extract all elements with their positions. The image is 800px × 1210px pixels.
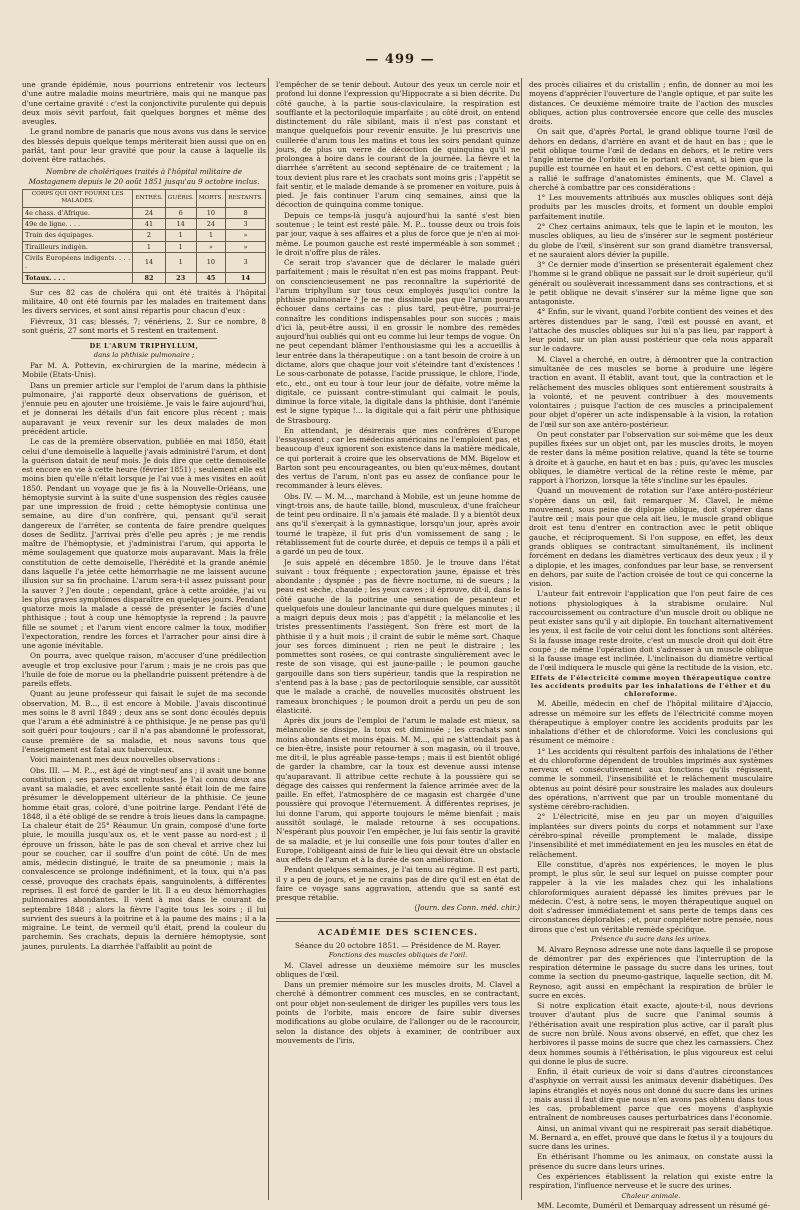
paragraph: Je suis appelé en décembre 1850. Je le trouve dans l'état suivant : toux fréquente ; expectoration jaune, épaisse et très abondante ; dyspnée ; pas de fièvre nocturne, ni de sueurs ; la peau est sèche, chaude ; les yeux caves ; il éprouve, dit-il, dans le côté gauche de la poitrine une sensation de pesanteur et quelquefois une douleur lancinante qui dure quelques minutes ; il a maigri depuis deux mois ; pas d'appétit ; la mélancolie et les tristes pressentiments l'assiègent. Son frère est mort de la phthisie il y a huit mois ; il craint de subir le même sort. Chaque jour ses forces diminuent ; rien ne peut le distraire ; les pommettes sont rosées, ce qui contraste singulièrement avec le reste de son visage, qui est jaune-paille ; le poumon gauche gargouille dans son tiers supérieur, tandis que la respiration ne s'entend pas à la base ; pas de pectoriloquie sensible, car aussitôt que le malade a craché, de nouvelles mucosités obstruent les rameaux bronchiques ; le poumon droit a perdu un peu de son élasticité.	[276, 557, 520, 715]
paragraph: Le grand nombre de panaris que nous avons vus dans le service des blessés depuis quelque temps mériterait bien aussi que on en parlât, tant pour leur gravité que pour la cause à laquelle ils doivent être rattachés.	[22, 127, 266, 165]
paragraph: des procès ciliaires et du cristallin ; enfin, de donner au moi les moyens d'apprécier l'ouverture de l'angle optique, et par suite les distances. Ce deuxième mémoire traite de l'action des muscles obliques, action plus controversée encore que celle des muscles droits.	[529, 80, 773, 127]
table-cell: 10	[196, 252, 225, 272]
paragraph: On peut constater par l'observation sur soi-même que les deux pupilles fixées sur un objet ont, par les muscles droits, le moyen de rester dans la même position relative, quand la tête se tourne à droite et à gauche, en haut et en bas ; puis, qu'avec les muscles obliques, le diamètre vertical de la rétine reste le même, par rapport à l'horizon, lorsque la tête s'incline sur les épaules.	[529, 429, 773, 486]
table-cell: 1	[165, 230, 196, 241]
table-total-row	[23, 272, 266, 283]
table-cell: »	[226, 241, 266, 252]
paragraph: Ce serait trop s'avancer que de déclarer le malade guéri parfaitement ; mais le résultat n'en est pas moins frappant. Peut-on consciencieusement ne pas reconnaître la supériorité de l'arum triphyllum sur tous ceux employés jusqu'ici contre la phthisie pulmonaire ? Je ne me dissimule pas que l'arum pourra échouer dans certains cas : plus tard, peut-être, pourrai-je connaître les conditions indispensables pour son succès ; mais d'ici là, peut-être aussi, il en grossir le nombre des remèdes aujourd'hui oubliés qui ont eu comme lui leur temps de vogue. On ne peut cependant blâmer l'enthousiasme qui les a accueillis à leur entrée dans la thérapeutique : on a tant besoin de croire à un dictame, alors que chaque jour voit s'éteindre tant d'existences ! Le sous-carbonate de potasse, l'acide prussique, le chlore, l'iode, etc., etc., ont eu tour à tour leur jour de défaite, votre même la digitale, ce puissant contre-stimulant qui calmait le pouls, diminue la force vitale, la digitale dans la phthisie, dont l'anémie est le signe typique !... la digitale qui a fait périr une phthisique de Strasbourg.	[276, 258, 520, 425]
author-line: Par M. A. Pottevin, ex-chirurgien de la marine, médecin à Mobile (Etats-Unis).	[22, 361, 266, 380]
table-cell: 49e de ligne. . . .	[23, 219, 133, 230]
table-cell: 82	[133, 272, 165, 283]
table-row	[23, 241, 266, 252]
paragraph: Obs. III. — M. P..., est âgé de vingt-neuf ans ; il avait une bonne constitution ; ses parents sont robustes. Je l'ai connu deux ans avant sa maladie, et avec excellente santé était loin de me faire présumer le développement ultérieur de la phthisie. Ce jeune homme était gras, coloré, d'une poitrine large. Pendant l'été de 1848, il a été obligé de se rendre à trois lieues dans la campagne. La chaleur était de 25° Réaumur. Un grain, composé d'une forte pluie, le mouilla jusqu'aux os, et le vent passe au nord-est ; il éprouve un frisson, hâte le pas de son cheval et arrive chez lui pour se coucher, car il souffre d'un point de côté. Un de mes amis, médecin distingué, le traite de sa pneumonie ; mais la convalescence se prolonge indéfiniment, et la toux, qui n'a pas cessé, provoque des crachats épais, sanguinolents, à différentes reprises. Il est forcé de garder le lit. Il a eu deux hémorrhagies pulmonaires abondantes. Il vient à moi dans le courant de septembre 1848 ; alors la fièvre l'agite tous les soirs ; il lui survient des sueurs à la poitrine et à la paume des mains ; il a la migraine. Le teint, de vermeil qu'il était, prend la couleur du parchemin. Ses crachats, depuis la dernière hémoptysie, sont jaunes, purulents. La diarrhée l'affaiblit au point de	[22, 765, 266, 951]
table-cell: Totaux. . . .	[23, 272, 133, 283]
paragraph: MM. Lecomte, Duméril et Demarquay adressent un résumé gé-	[537, 1201, 771, 1210]
paragraph: M. Clavel adresse un deuxième mémoire sur les muscles obliques de l'œil.	[276, 960, 520, 979]
paragraph: Obs. IV. — M. M..., marchand à Mobile, est un jeune homme de vingt-trois ans, de haute taille, blond, musculeux, d'une fraîcheur de teint peu ordinaire. Il n'a jamais été malade. Il y a bientôt deux ans qu'il s'exerçait à la gymnastique, lorsqu'un jour, après avoir tourné le trapèze, il fut pris d'un vomissement de sang ; le rétablissement fut de courte durée, et depuis ce temps il a pâli et a gardé un peu de toux.	[276, 491, 520, 557]
table-cell: 14	[226, 272, 266, 283]
paragraph: Ces expériences établissent la relation qui existe entre la respiration, l'influence nerveuse et le sucre des urines.	[529, 1172, 773, 1191]
paragraph: Si notre explication était exacte, ajoute-t-il, nous devrions trouver d'autant plus de sucre que l'animal soumis à l'éthérisation avait une respiration plus active, car il paraît plus de sucre non brûlé. Nous avons observé, en effet, que chez les herbivores il passe moins de sucre que chez les carnassiers. Chez deux hommes soumis à l'éthérisation, le plus vigoureux est celui qui donne le plus de sucre.	[529, 1001, 773, 1066]
table-cell: 1	[196, 230, 225, 241]
middle-column	[276, 80, 520, 1184]
column-divider	[268, 78, 269, 1200]
table-cell: »	[196, 241, 225, 252]
table-cell: Civils Européens indigents. . . . .	[23, 252, 133, 272]
table-cell: 10	[196, 207, 225, 218]
table-caption: Nombre de cholériques traités à l'hôpital militaire de Mostaganem depuis le 20 août 1851 jusqu'au 9 octobre inclus.	[28, 167, 260, 186]
paragraph: Ainsi, un animal vivant qui ne respirerait pas serait diabétique. M. Bernard a, en effet, prouvé que dans le fœtus il y a toujours du sucre dans les urines.	[529, 1123, 773, 1152]
section-title: Effets de l'électricité comme moyen thérapeutique contre les accidents produits par les inhalations de l'éther et du chloroforme.	[530, 673, 772, 699]
session-line: Séance du 20 octobre 1851. — Présidence de M. Rayer.	[295, 940, 501, 950]
table-cell: Train des équipages.	[23, 230, 133, 241]
paragraph: Depuis ce temps-là jusqu'à aujourd'hui la santé s'est bien soutenue ; le teint est resté pâle. M. P... tousse deux ou trois fois par jour, vaque à ses affaires et a plus de force que je n'en ai moi-même. Le poumon gauche est resté imperméable à son sommet ; le droit n'offre plus de râles.	[276, 210, 520, 257]
paragraph: Quand un mouvement de rotation sur l'axe antéro-postérieur s'opère dans un œil, fait remarquer M. Clavel, le même mouvement, sous peine de diplopie oblique, doit s'opérer dans l'autre œil ; mais pour que cela ait lieu, le muscle grand oblique droit est tenu d'entrer en contraction avec le petit oblique gauche, et réciproquement. Si l'on suppose, en effet, les deux grands obliques se contractant simultanément, ils inclinent forcément en dedans les diamètres verticaux des deux yeux ; il y a diplopie, et les images, confondues par leur base, se renversent en dehors, par suite de l'action croisée de tout ce qui concerne la vision.	[529, 486, 773, 589]
paragraph: M. Clavel a cherché, en outre, à démontrer que la contraction simultanée de ces muscles se borne à produire une légère traction en avant. Il établit, avant tout, que la contraction et le relâchement des muscles obliques sont entièrement soustraits à la volonté, et ne peuvent contribuer à des mouvements volontaires ; puisque l'action de ces muscles a principalement pour objet d'opérer un acte indispensable à la vision, la rotation de l'œil sur son axe antéro-postérieur.	[529, 354, 773, 429]
paragraph: En éthérisant l'homme ou les animaux, on constate aussi la présence du sucre dans leurs urines.	[529, 1152, 773, 1171]
paragraph: l'empêcher de se tenir debout. Autour des yeux un cercle noir et profond lui donne l'expression qu'Hippocrate a si bien décrite. Du côté gauche, à la partie sous-claviculaire, la respiration est soufflante et la pectoriloquie imparfaite ; au côté droit, on entend distinctement du râle sibilant, mais il n'est pas constant et manque quelquefois pour revenir ensuite. Je lui prescrivis une cuillerée d'arum tous les matins et tous les soirs pendant quinze jours, de plus un verre de décoction de quinquina qu'il ne prolongea à boire dans le courant de la journée. La fièvre et la diarrhée s'arrêtent au second septénaire de ce traitement ; la toux devient plus rare et les crachats sont moins gris ; l'appétit se fait sentir, et le malade demande à se promener en voiture, puis à pied. Je fais continuer l'arum cinq semaines, ainsi que la décoction de quinquina comme tonique.	[276, 80, 520, 210]
table-cell: 2	[133, 230, 165, 241]
paragraph: Elle constitue, d'après nos expériences, le moyen le plus prompt, le plus sûr, le seul sur lequel on puisse compter pour rappeler à la vie les malades chez qui les inhalations chloroformiques auraient dépassé les limites prévues par le médecin. C'est, à notre sens, le moyen thérapeutique auquel on doit s'adresser immédiatement et sans perte de temps dans ces circonstances déplorables ; et, pour compléter notre pensée, nous dirons que c'est un véritable remède spécifique.	[529, 859, 773, 934]
paragraph: Enfin, il était curieux de voir si dans d'autres circonstances d'asphyxie on verrait aussi les animaux devenir diabétiques. Des lapins étranglés et noyés nous ont donné du sucre dans les urines ; mais aussi il faut dire que nous n'en avons pas obtenu dans tous les cas, probablement parce que ces moyens d'asphyxie entraînent de nombreuses causes perturbatrices dans l'économie.	[529, 1067, 773, 1123]
paragraph: Fiévreux, 31 cas; blessés, 7; vénériens, 2. Sur ce nombre, 8 sont guéris, 27 sont morts et 5 restent en traitement.	[22, 316, 266, 335]
paragraph: Quant au jeune professeur qui faisait le sujet de ma seconde observation, M. B..., il est encore à Mobile. J'avais discontinué mes soins le 8 avril 1849 ; deux ans se sont donc écoulés depuis que l'arum a été administré à ce phthisique. Je ne pense pas qu'il soit guéri pour toujours ; car il n'a pas abandonné le professorat, cause première de sa maladie, et nous savons tous que l'enseignement est fatal aux tuberculeux.	[22, 689, 266, 755]
paragraph: M. Abeille, médecin en chef de l'hôpital militaire d'Ajaccio, adresse un mémoire sur les effets de l'électricité comme moyen thérapeutique à employer contre les accidents produits par les inhalations d'éther et de chloroforme. Voici les conclusions qui résument ce mémoire :	[529, 699, 773, 746]
paragraph: L'auteur fait entrevoir l'application que l'on peut faire de ces notions physiologiques à la strabisme oculaire. Nul raccourcissement ou contracture d'un muscle droit ou oblique ne peut exister sans qu'il y ait diplopie. En touchant alternativement les yeux, il est facile de voir celui dont les fonctions sont altérées. Si la fausse image reste droite, c'est un muscle droit qui doit être coupé ; de même l'opération doit s'adresser à un muscle oblique si la fausse image est inclinée. L'inclinaison du diamètre vertical de l'œil indiquera le muscle qui gêne la rectitude de la vision, etc.	[529, 589, 773, 673]
paragraph: 3° Ce dernier mode d'insertion se présenterait également chez l'homme si le grand oblique ne passait sur le droit supérieur, qu'il généralt ou soulèverait incessamment dans ses contractions, et si le petit oblique ne devait s'insérer sur la même ligne que son antagoniste.	[529, 260, 773, 307]
paragraph: En attendant, je désirerais que mes confrères d'Europe l'essayassent ; car les médecins américains ne l'emploient pas, et beaucoup d'eux ignorent son existence dans la matière médicale, ce qui porterait à croire que les observations de MM. Bigelow et Barton sont peu encourageantes, ou bien qu'eux-mêmes, doutant des vertus de l'arum, n'ont pas eu assez de confiance pour le recommander à leurs élèves.	[276, 425, 520, 491]
paragraph: Après dix jours de l'emploi de l'arum le malade est mieux, sa mélancolie se dissipe, la toux est diminuée ; les crachats sont moins abondants et moins épais. M. M..., qui ne s'attendait pas à ce bien-être, insiste pour retourner à son magasin, où il trouve, me dit-il, le plus agréable passe-temps ; mais il est bientôt obligé de garder la chambre, car la toux est devenue aussi intense qu'auparavant. Il attribue cette rechute à la poussière qui se dégage des caisses qui renferment la faïence arrimée avec de la paille. En effet, l'atmosphère de ce magasin est chargée d'une poussière qui provoque l'éternuement. À différentes reprises, je lui donne l'arum, qui apporte toujours le même bienfait ; mais aussitôt soulagé, le malade retourne à ses occupations. N'espérant plus pouvoir l'en empêcher, je lui fais sentir la gravité de sa maladie, et je lui conseille une fois pour toutes d'aller en Europe, l'obligeant ainsi de fuir le lieu qui devait être un obstacle aux effets de l'arum et à la durée de son amélioration.	[276, 716, 520, 865]
source-citation: (Journ. des Conn. méd. chir.)	[414, 903, 520, 913]
table-cell: 14	[133, 252, 165, 272]
paragraph: 1° Les mouvements attribués aux muscles obliques sont déjà produits par les muscles droits, et forment un double emploi parfaitement inutile.	[529, 193, 773, 221]
table-cell: »	[226, 230, 266, 241]
paragraph: On pourra, avec quelque raison, m'accuser d'une prédilection aveugle et trop exclusive pour l'arum ; mais je ne crois pas que l'huile de foie de morue ou la phellandrie puissent prétendre à de pareils effets.	[22, 651, 266, 689]
page-number: — 499 —	[365, 52, 435, 67]
column-divider	[521, 78, 522, 1200]
table-cell: 3	[226, 219, 266, 230]
table-cell: 24	[196, 219, 225, 230]
table-cell: 1	[133, 241, 165, 252]
paragraph: M. Alvaro Reynoso adresse une note dans laquelle il se propose de démontrer par des expériences que l'interruption de la respiration détermine le passage du sucre dans les urines, tout comme la section du pneumo-gastrique, laquelle section, dit M. Reynoso, agit aussi en empêchant la respiration de brûler le sucre en excès.	[529, 944, 773, 1000]
table-cell: 8	[226, 207, 266, 218]
table-cell: Tirailleurs indigèn.	[23, 241, 133, 252]
table-cell: 6	[165, 207, 196, 218]
section-subtitle: Chaleur animale.	[621, 1191, 681, 1200]
table-cell: 24	[133, 207, 165, 218]
paragraph: 2° Chez certains animaux, tels que le lapin et le mouton, les muscles obliques, au lieu de s'insérer sur le segment postérieur du globe de l'œil, s'insèrent sur son grand diamètre transversal, et ne sauraient alors dévier la pupille.	[529, 221, 773, 259]
section-title: DE L'ARUM TRIPHYLLUM,	[89, 342, 199, 351]
section-subtitle: dans la phthisie pulmonaire ;	[93, 351, 195, 360]
paragraph: Dans un premier mémoire sur les muscles droits, M. Clavel a cherché à démontrer comment ces muscles, en se contractant, ont pour objet non-seulement de diriger les pupilles vers tous les points de l'orbite, mais encore de faire subir diverses modifications au globe oculaire, de l'allonger ou de le raccourcir, selon la distance des objets à examiner, de contribuer aux mouvements de l'iris,	[276, 980, 520, 1045]
academy-heading: ACADÉMIE DES SCIENCES.	[317, 927, 479, 938]
paragraph: 4° Enfin, sur le vivant, quand l'orbite contient des veines et des artères distendues par le sang, l'œil est poussé en avant, et l'attache des muscles obliques sur lui n'a pas lieu, par rapport à leur point, sur un plan aussi postérieur que cela nous apparaît sur le cadavre.	[529, 307, 773, 354]
table-cell: 14	[165, 219, 196, 230]
section-subtitle: Présence du sucre dans les urines.	[591, 934, 711, 943]
paragraph: Sur ces 82 cas de choléra qui ont été traités à l'hôpital militaire, 40 ont été fournis par les malades en traitement dans les divers services, et sont ainsi répartis pour chacun d'eux :	[22, 287, 266, 316]
paragraph: Voici maintenant mes deux nouvelles observations :	[30, 755, 221, 765]
table-header: ENTRÉS.	[133, 189, 165, 207]
paragraph: Dans un premier article sur l'emploi de l'arum dans la phthisie pulmonaire, j'ai rapporté deux observations de guérison, et j'ennuie peu en ajouter une troisième. Je vais le faire aujourd'hui, et je donnerai les détails d'un fait encore plus récent ; mais auparavant je veux revenir sur les deux malades de mon précédent article.	[22, 380, 266, 436]
table-header: CORPS QUI ONT FOURNI LES MALADES.	[23, 189, 133, 207]
table-header: MORTS.	[196, 189, 225, 207]
table-cell: 45	[196, 272, 225, 283]
paragraph: On sait que, d'après Portal, le grand oblique tourne l'œil de dehors en dedans, d'arrière en avant et de haut en bas ; que le petit oblique tourne l'œil de dedans en dehors, et le retire vers l'angle interne de l'orbite en le portant en avant, si bien que la pupille est tournée en haut et en dehors. C'est cette opinion, qui a rallié le suffrage d'anatomistes éminents, que M. Clavel a cherché à combattre par ces considérations :	[529, 127, 773, 192]
left-column	[22, 80, 266, 1198]
table-cell: 41	[133, 219, 165, 230]
paragraph: 2° L'électricité, mise en jeu par un moyen d'aiguilles implantées sur divers points du corps et notamment sur l'axe cérébro-spinal réveille promptement le malade, dissipe l'insensibilité et met immédiatement en jeu les muscles en état de relâchement.	[529, 812, 773, 859]
table-cell: 23	[165, 272, 196, 283]
table-cell: 4e chass. d'Afrique.	[23, 207, 133, 218]
table-row	[23, 207, 266, 218]
section-subtitle: Fonctions des muscles obliques de l'œil.	[328, 950, 468, 959]
paragraph: 1° Les accidents qui résultent parfois des inhalations de l'éther et du chloroforme dépendent de troubles imprimés aux systèmes nerveux et consécutivement aux fonctions qu'ils régissent, comme le sommeil, l'insensibilité et le relâchement musculaire obtenus au point désiré pour soustraire les malades aux douleurs des opérations, n'arrivent que par un trouble momentané du système cérébro-rachidien.	[529, 746, 773, 812]
table-cell: 1	[165, 252, 196, 272]
cholera-table	[22, 189, 266, 284]
table-row	[23, 219, 266, 230]
section-divider	[71, 338, 217, 339]
paragraph: une grande épidémie, nous pourrions entretenir vos lecteurs d'une autre maladie moins meurtrière, mais qui ne manque pas d'une certaine gravité : c'est la conjonctivite purulente qui depuis deux mois sévit parfout, fait quelques borgnes et même des aveugles.	[22, 80, 266, 127]
table-row	[23, 230, 266, 241]
section-divider	[276, 918, 520, 922]
table-cell: 1	[165, 241, 196, 252]
table-row	[23, 252, 266, 272]
paragraph: Le cas de la première observation, publiée en mai 1850, était celui d'une demoiselle à laquelle j'avais administré l'arum, et dont la guérison datait de neuf mois. Je dois dire que cette demoiselle est encore en vie à cette heure (février 1851) ; seulement elle est moins bien qu'elle n'était lorsque je l'ai vue à mes visites en août 1850. Pendant un voyage que je fis à la Nouvelle-Orléans, une hémoptysie survint à la suite d'une suspension des règles causée par une impression de froid ; cette hémoptysie continua une semaine, au dire d'un confrère, qui, pensant qu'il serait dangereux de l'arrêter, se contenta de faire prendre quelques doses de Sedlitz. J'arrivai près d'elle peu après ; je me rendis maître de l'hémoptysie, et j'administrai l'arum, qui apporta le même soulagement que quatorze mois auparavant. Mais la frêle constitution de cette demoiselle, l'hérédité et la grande anémie dans laquelle l'a jetée cette hémorrhagie ne me laissent aucune illusion sur sa fin prochaine. L'arum sera-t-il assez puissant pour la sauver ? J'en doute ; cependant, grâce à cette aroïdée, j'ai vu les plus graves symptômes disparaître en quelques jours. Pendant quatorze mois la malade a cessé de présenter le faciès d'une phthisique ; tout à coup une hémoptysie la reprend ; la pauvre fille se soumet ; et l'arum vient encore calmer la toux, modifier l'expectoration, rendre les forces et l'arracher pour ainsi dire à une agonie inévitable.	[22, 437, 266, 651]
table-header: RESTANTS.	[226, 189, 266, 207]
right-column	[529, 80, 773, 1210]
table-cell: 3	[226, 252, 266, 272]
table-header: GUÉRIS.	[165, 189, 196, 207]
table-header-row	[23, 189, 266, 207]
paragraph: Pendant quelques semaines, je l'ai tenu au régime. Il est parti, il y a peu de jours, et je ne crains pas de dire qu'il est en état de faire ce voyage sans aggravation, attendu que sa santé est presque rétablie.	[276, 865, 520, 903]
